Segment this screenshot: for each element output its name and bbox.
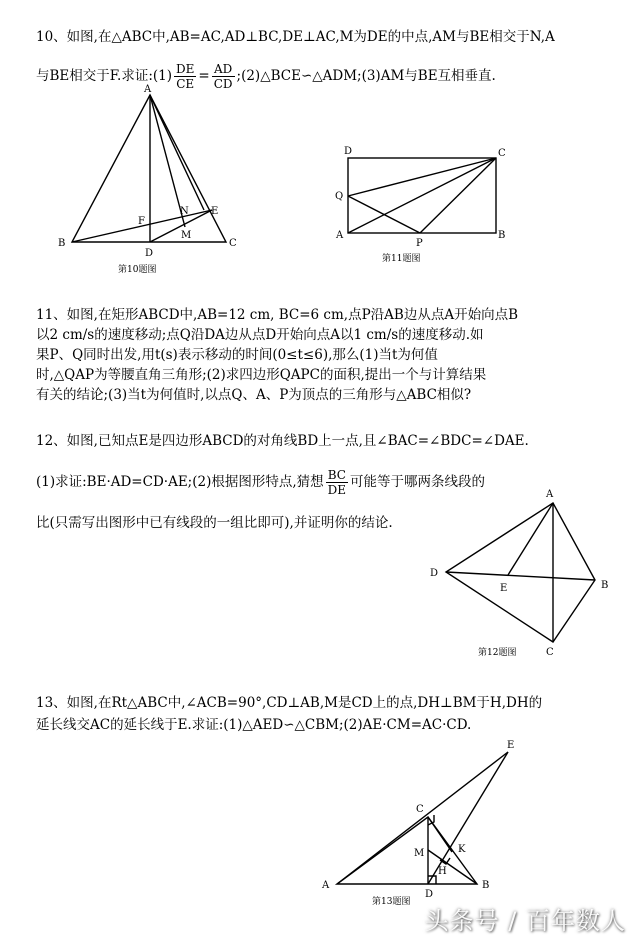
- problem-12-line-3: 比(只需写出图形中已有线段的一组比即可),并证明你的结论.: [36, 515, 393, 531]
- fraction-denominator: CD: [213, 77, 233, 91]
- problem-11-line-3: 果P、Q同时出发,用t(s)表示移动的时间(0≤t≤6),那么(1)当t为何值: [36, 347, 438, 363]
- label-a: A: [336, 230, 344, 241]
- segment-ae: [337, 752, 508, 884]
- problem-10-line-2-post: ;(2)△BCE∽△ADM;(3)AM与BE互相垂直.: [236, 68, 496, 84]
- problem-11-line-5: 有关的结论;(3)当t为何值时,以点Q、A、P为顶点的三角形与△ABC相似?: [36, 387, 472, 403]
- figure-12-caption: 第12题图: [478, 648, 517, 658]
- watermark: 头条号 / 百年数人: [424, 907, 626, 935]
- segment-ac: [348, 158, 496, 233]
- problem-10-line-2-pre: 与BE相交于F.求证:(1): [36, 68, 173, 84]
- problem-12-line-2-pre: (1)求证:BE·AD=CD·AE;(2)根据图形特点,猜想: [36, 474, 324, 490]
- label-c: C: [498, 148, 506, 159]
- label-f: F: [138, 216, 145, 227]
- triangle-abc: [72, 95, 226, 242]
- problem-10-line-1: 10、如图,在△ABC中,AB=AC,AD⊥BC,DE⊥AC,M为DE的中点,AM与BE相交于N,A: [36, 29, 555, 45]
- label-d: D: [344, 146, 353, 157]
- fraction-denominator: CE: [176, 77, 195, 91]
- fraction-denominator: DE: [327, 483, 347, 497]
- segment-ae: [508, 503, 553, 575]
- segment-ck: [428, 817, 452, 852]
- label-q: Q: [335, 191, 344, 202]
- label-a: A: [144, 84, 152, 95]
- label-p: P: [416, 238, 423, 249]
- fraction-numerator: BC: [326, 468, 348, 483]
- segment-pc: [420, 158, 496, 233]
- label-b: B: [498, 230, 506, 241]
- fraction-numerator: DE: [176, 62, 195, 76]
- figure-13-caption: 第13题图: [372, 897, 411, 907]
- problem-13-line-1: 13、如图,在Rt△ABC中,∠ACB=90°,CD⊥AB,M是CD上的点,DH⊥BM于H,DH的: [36, 695, 543, 711]
- label-k: K: [458, 844, 466, 855]
- fraction-numerator: AD: [212, 62, 235, 77]
- label-m: M: [414, 848, 425, 859]
- segment-qc: [348, 158, 496, 196]
- label-b: B: [601, 580, 609, 591]
- label-b: B: [58, 238, 66, 249]
- label-d: D: [145, 248, 154, 259]
- label-e: E: [507, 740, 515, 751]
- label-e: E: [500, 583, 508, 594]
- problem-12-line-2: [36, 468, 485, 497]
- label-b: B: [482, 880, 490, 891]
- figure-11-caption: 第11题图: [382, 254, 421, 264]
- label-a: A: [322, 880, 330, 891]
- label-c: C: [416, 804, 424, 815]
- label-m: M: [181, 230, 192, 241]
- problem-11-line-2: 以2 cm/s的速度移动;点Q沿DA边从点D开始向点A以1 cm/s的速度移动.如: [36, 327, 484, 343]
- label-d: D: [425, 889, 434, 900]
- triangle-abc: [337, 817, 477, 884]
- problem-12-line-1: 12、如图,已知点E是四边形ABCD的对角线BD上一点,且∠BAC=∠BDC=∠DAE.: [36, 433, 529, 449]
- problem-13-line-2: 延长线交AC的延长线于E.求证:(1)△AED∽△CBM;(2)AE·CM=AC·CD.: [36, 717, 472, 733]
- equals-sign: =: [198, 68, 210, 84]
- label-e: E: [211, 206, 219, 217]
- problem-11-line-4: 时,△QAP为等腰直角三角形;(2)求四边形QAPC的面积,提出一个与计算结果: [36, 367, 487, 383]
- figure-10-caption: 第10题图: [118, 265, 157, 275]
- label-a: A: [546, 489, 554, 500]
- segment-a-n: [150, 95, 204, 210]
- problem-11-line-1: 11、如图,在矩形ABCD中,AB=12 cm, BC=6 cm,点P沿AB边从点A开始向点B: [36, 307, 518, 323]
- segment-de: [428, 752, 508, 884]
- label-d: D: [430, 568, 439, 579]
- label-c: C: [546, 647, 554, 658]
- label-h: H: [438, 866, 447, 877]
- segment-bd: [446, 572, 595, 580]
- fraction-bc-de: [326, 468, 348, 497]
- problem-12-line-2-post: 可能等于哪两条线段的: [350, 474, 486, 490]
- label-n: N: [180, 206, 189, 217]
- label-c: C: [229, 238, 237, 249]
